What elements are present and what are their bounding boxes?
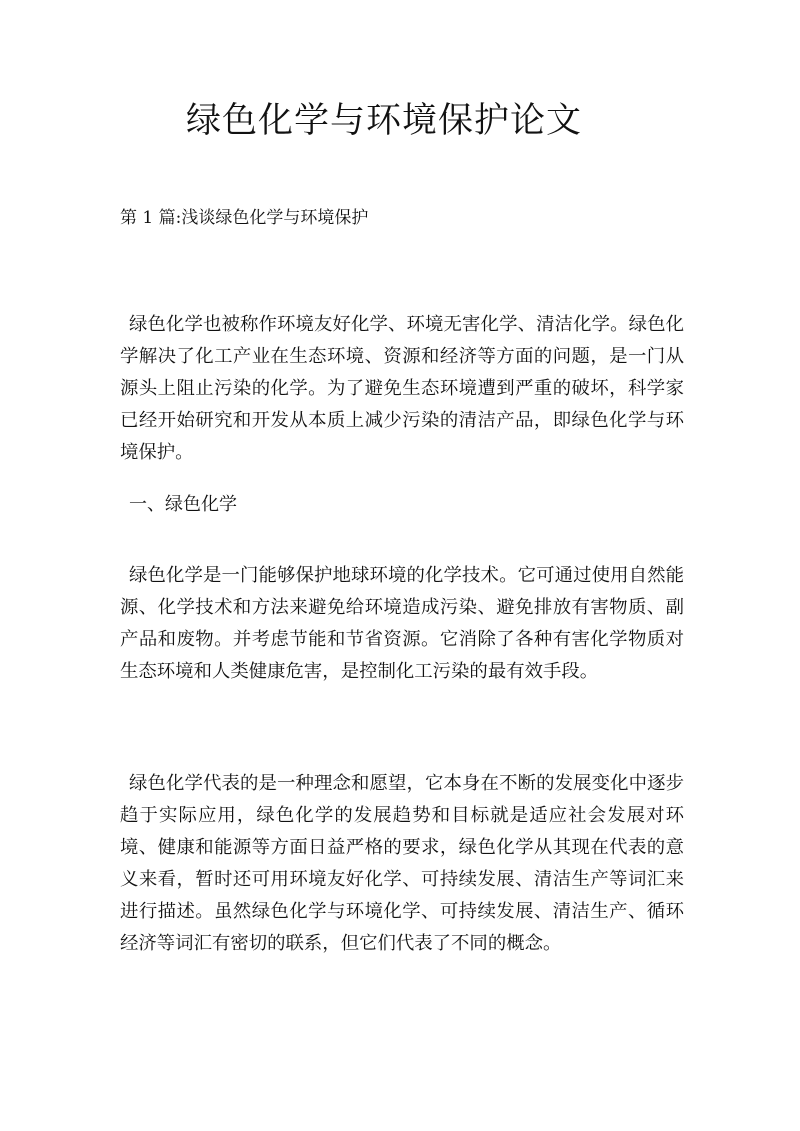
paragraph-concept: 绿色化学代表的是一种理念和愿望，它本身在不断的发展变化中逐步趋于实际应用，绿色化学的发展趋势和目标就是适应社会发展对环境、健康和能源等方面日益严格的要求，绿色化学从其现在代表的意义来看，暂时还可用环境友好化学、可持续发展、清洁生产等词汇来进行描述。虽然绿色化学与环境化学、可持续发展、清洁生产、循环经济等词汇有密切的联系，但它们代表了不同的概念。 <box>120 773 684 954</box>
paragraph-definition: 绿色化学是一门能够保护地球环境的化学技术。它可通过使用自然能源、化学技术和方法来避免给环境造成污染、避免排放有害物质、副产品和废物。并考虑节能和节省资源。它消除了各种有害化学物质对生态环境和人类健康危害，是控制化工污染的最有效手段。 <box>120 565 684 682</box>
section-heading: 一、绿色化学 <box>129 494 237 515</box>
chapter-heading: 第 1 篇:浅谈绿色化学与环境保护 <box>120 208 369 228</box>
document-title: 绿色化学与环境保护论文 <box>186 101 583 141</box>
paragraph-intro: 绿色化学也被称作环境友好化学、环境无害化学、清洁化学。绿色化学解决了化工产业在生态环境、资源和经济等方面的问题，是一门从源头上阻止污染的化学。为了避免生态环境遭到严重的破坏，科学家已经开始研究和开发从本质上减少污染的清洁产品，即绿色化学与环境保护。 <box>120 314 684 463</box>
